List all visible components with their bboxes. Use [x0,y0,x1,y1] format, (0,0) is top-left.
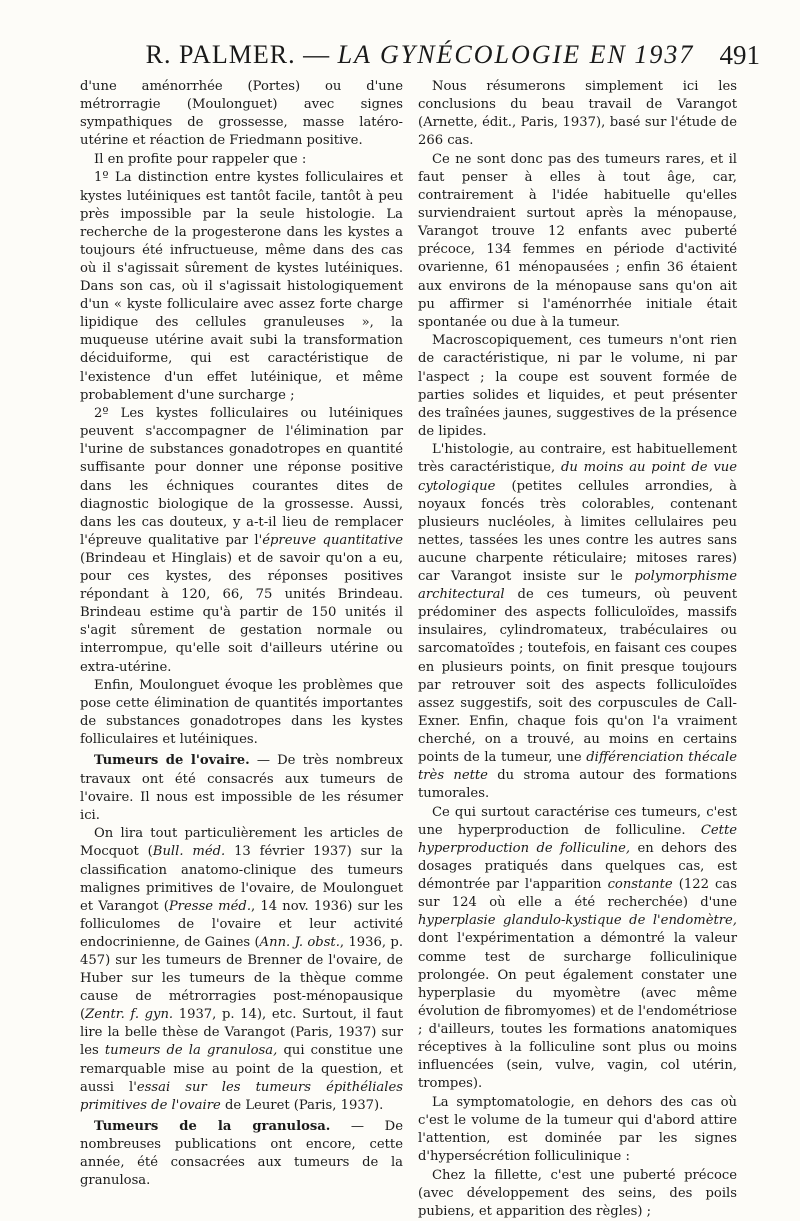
running-header [80,40,760,76]
emphasis: épreuve quantitative [262,532,403,548]
paragraph [80,1118,403,1190]
header-author: R. PALMER. — [145,40,331,69]
paragraph: 1º La distinction entre kystes folliculaires et kystes lutéiniques est tantôt facile, tantôt à peu près impossible par la seule histologie. La recherche de la progesterone dans les kystes a toujours été infructueuse, même dans des cas où il s'agissait sûrement de kystes lutéiniques. Dans son cas, où il s'agissait histologiquement d'un « kyste folliculaire avec assez forte charge lipidique des cellules granuleuses », la muqueuse utérine avait subi la transformation déciduiforme, qui est caractéristique de l'existence d'un effet lutéinique, et même probablement d'une surcharge ; [80,170,403,403]
left-column [80,78,403,1191]
text-run: (Brindeau et Hinglais) et de savoir qu'on a eu, pour ces kystes, des réponses positives répondant à 120, 66, 75 unités Brindeau. Brindeau estime qu'à partir de 150 unités il s'agit sûrement de gestation normale ou interrompue, qu'elle soit d'ailleurs utérine ou extra-utérine. [80,550,403,675]
text-run: (petites cellules arrondies, à noyaux foncés très colorables, contenant plusieurs nucléoles, à limites cellulaires peu nettes, tassées les unes contre les autres sans aucune charpente réticulaire; mitoses rares) car Varangot insiste sur le [418,478,737,585]
emphasis: constante [607,877,673,893]
text-run: 1937, p. 14), etc. Surtout, il faut lire la belle thèse de Varangot (Paris, 1937) sur les [80,1007,403,1059]
paragraph [418,804,737,1094]
emphasis: du moins au point de vue cytologique [418,460,738,494]
paragraph: Chez la fillette, c'est une puberté précoce (avec développement des seins, des poils pubiens, et apparition des règles) ; [418,1167,737,1219]
text-run: de Leuret (Paris, 1937). [220,1097,384,1113]
emphasis: différenciation thécale très nette [418,749,737,784]
paragraph: Enfin, Moulonguet évoque les problèmes que pose cette élimination de quantités importantes de substances gonadotropes dans les kystes folliculaires et lutéiniques. [80,678,403,748]
section-heading: Tumeurs de l'ovaire. [94,753,250,769]
paragraph: La symptomatologie, en dehors des cas où c'est le volume de la tumeur qui d'abord attire l'attention, est dominée par les signes d'hypersécrétion folliculinique : [418,1094,737,1165]
paragraph [80,825,403,1115]
header-year: 1937 [634,40,695,69]
text-run: , 1936, p. 457) sur les tumeurs de Brenner de l'ovaire, de Huber sur les tumeurs de la thèque comme cause de métrorragies post-ménopausique ( [80,934,404,1023]
page-number: 491 [719,40,760,70]
emphasis: Cette hyperproduction de folliculine, [418,822,737,856]
paragraph: d'une aménorrhée (Portes) ou d'une métrorragie (Moulonguet) avec signes sympathiques de grossesse, masse latéro-utérine et réaction de Friedmann positive. [80,79,403,149]
text-run: 13 février 1937) sur la classification anatomo-clinique des tumeurs malignes primitives de l'ovaire, de Moulonguet et Varangot ( [80,844,403,914]
citation: Bull. méd. [152,844,226,860]
text-run: de ces tumeurs, où peuvent prédominer des aspects folliculoïdes, massifs insulaires, cylindromateux, trabéculaires ou sarcomatoïdes ; toutefois, en faisant ces coupes en plusieurs points, on finit presque toujours par retrouver soit des aspects folliculoïdes assez suggestifs, soit des corpuscules de Call-Exner. Enfin, chaque fois qu'on l'a vraiment cherché, on a trouvé, au moins en certains points de la tumeur, une [418,587,737,765]
paragraph: Il en profite pour rappeler que : [94,151,307,167]
emphasis: essai sur les tumeurs épithéliales primitives de l'ovaire [80,1079,403,1113]
text-run: — De nombreuses publications ont encore, cette année, été consacrées aux tumeurs de la granulosa. [80,1118,403,1189]
text-run: qui constitue une remarquable mise au point de la question, et aussi l' [80,1043,403,1095]
text-run: , 14 nov. 1936) sur les folliculomes de l'ovaire et leur activité endocrinienne, de Gaines ( [80,898,403,950]
paragraph: Ce ne sont donc pas des tumeurs rares, et il faut penser à elles à tout âge, car, contrairement à l'idée habituelle qu'elles surviendraient surtout après la ménopause, Varangot trouve 12 enfants avec puberté précoce, 134 femmes en période d'activité ovarienne, 61 ménopausées ; enfin 36 étaient aux environs de la ménopause sans qu'on ait pu affirmer si l'aménorrhée initiale était spontanée ou due à la tumeur. [418,151,737,330]
header-journal-title: LA GYNÉCOLOGIE EN [337,40,627,69]
citation: Ann. J. obst. [259,934,340,950]
text-run: dont l'expérimentation a démontré la valeur comme test de surcharge folliculinique prolongée. On peut également constater une hyperplasie du myomètre (avec même évolution de fibromyomes) et de l'endométriose ; d'ailleurs, toutes les formations anatomiques réceptives à la folliculine sont plus ou moins influencées (sein, vulve, vagin, col utérin, trompes). [418,931,737,1092]
text-run: Ce qui surtout caractérise ces tumeurs, c'est une hyperproduction de folliculine. [418,804,737,838]
emphasis: hyperplasie glandulo-kystique de l'endomètre, [418,913,737,929]
text-run: en dehors des dosages pratiqués dans quelques cas, est démontrée par l'apparition [418,840,738,893]
paragraph: Macroscopiquement, ces tumeurs n'ont rien de caractéristique, ni par le volume, ni par l'aspect ; la coupe est souvent formée de parties solides et liquides, et peut présenter des traînées jaunes, suggestives de la présence de lipides. [418,333,737,439]
paragraph [80,405,403,676]
paragraph: Nous résumerons simplement ici les conclusions du beau travail de Varangot (Arnette, édit., Paris, 1937), basé sur l'étude de 266 cas. [418,79,737,149]
text-run: — De très nombreux travaux ont été consacrés aux tumeurs de l'ovaire. Il nous est impossible de les résumer ici. [80,753,403,823]
paragraph [418,441,737,803]
text-run: du stroma autour des formations tumorales. [418,768,737,802]
emphasis: polymorphisme architectural [418,569,737,603]
section-heading: Tumeurs de la granulosa. [94,1118,331,1134]
text-run: On lira tout particulièrement les articles de Mocquot ( [80,826,403,860]
text-run: L'histologie, au contraire, est habituellement très caractéristique, [418,442,737,476]
citation: Presse méd. [168,898,252,914]
text-run: 2º Les kystes folliculaires ou lutéiniques peuvent s'accompagner de l'élimination par l'urine de substances gonadotropes en quantité suffisante pour donner une réponse positive dans les échniques courantes dites de diagnostic biologique de la grossesse. Aussi, dans les cas douteux, y a-t-il lieu de remplacer l'épreuve qualitative par l' [80,406,403,548]
emphasis: tumeurs de la granulosa, [104,1043,278,1059]
paragraph [80,752,403,824]
running-title [80,40,760,70]
text-run: (122 cas sur 124 où elle a été recherchée) d'une [418,877,737,911]
citation: Zentr. f. gyn. [85,1007,174,1023]
right-column [418,78,737,1221]
